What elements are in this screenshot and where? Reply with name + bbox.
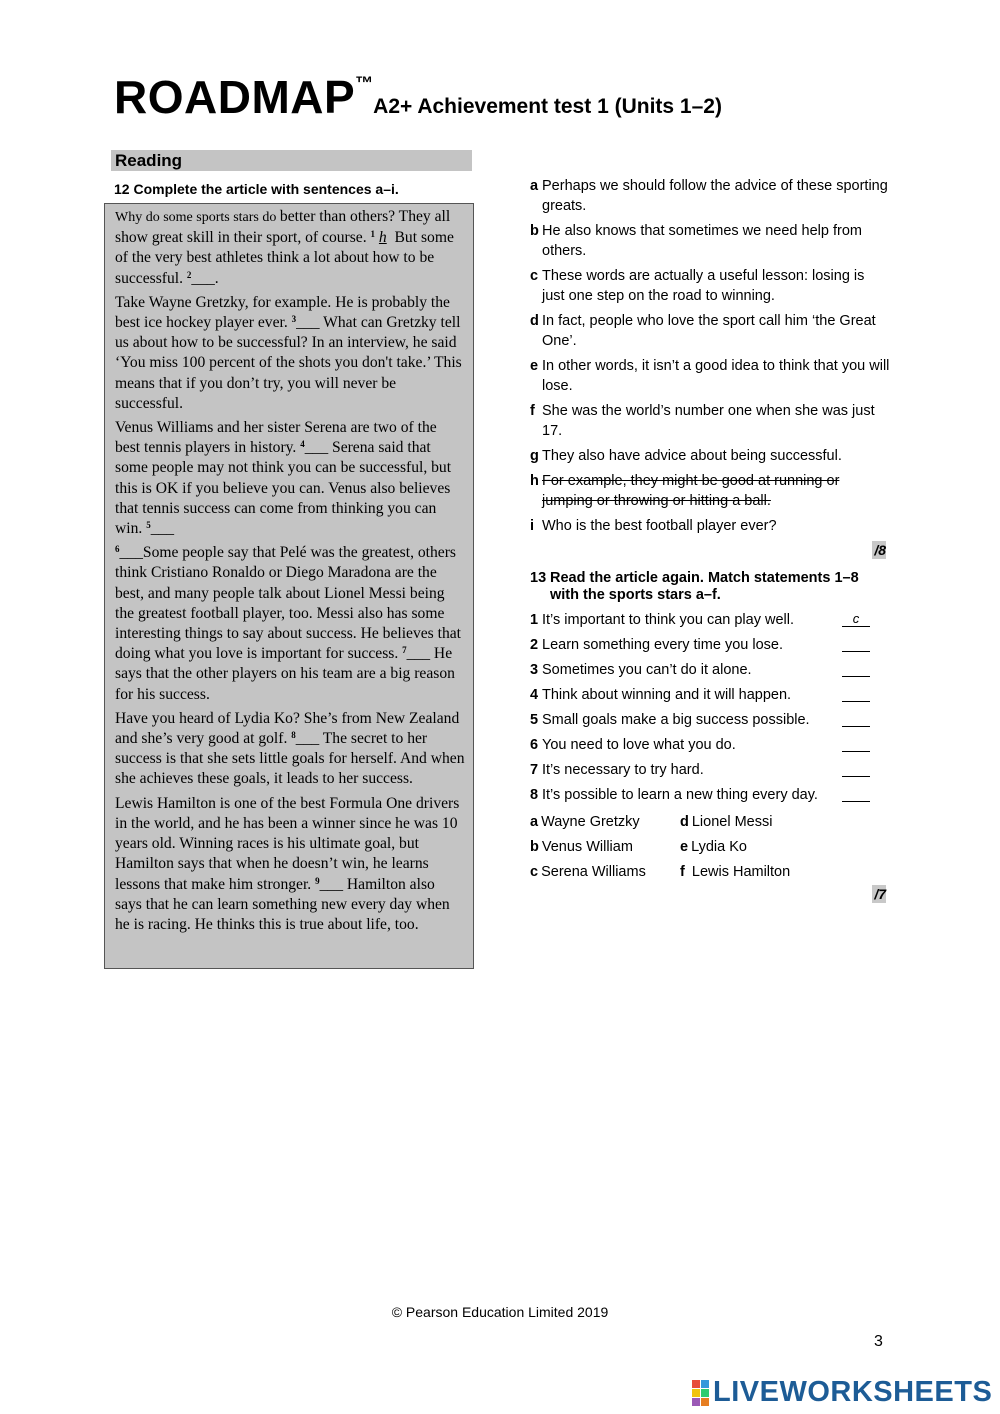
statement-row: 3 Sometimes you can’t do it alone. <box>530 661 870 686</box>
option-item: b He also knows that sometimes we need help from others. <box>530 223 862 259</box>
star-item: b Venus William <box>530 839 633 855</box>
task12-number: 12 <box>114 181 130 197</box>
gap-number: 4 <box>300 439 305 450</box>
option-item: d In fact, people who love the sport call him ‘the Great One’. <box>530 313 876 349</box>
brand-name: ROADMAP <box>114 71 356 123</box>
option-item: a Perhaps we should follow the advice of these sporting greats. <box>530 178 888 214</box>
reading-article <box>104 203 474 969</box>
liveworksheets-watermark <box>692 1376 992 1409</box>
gap-4-blank[interactable]: ___ <box>304 439 329 457</box>
answer-blank[interactable] <box>842 711 870 727</box>
statement-row: 1 It’s important to think you can play well. c <box>530 611 870 636</box>
statement-row: 6 You need to love what you do. <box>530 736 870 761</box>
star-item: d Lionel Messi <box>680 814 773 830</box>
option-item: e In other words, it isn’t a good idea to think that you will lose. <box>530 358 890 394</box>
section-header-reading <box>111 150 472 171</box>
statement-row: 2 Learn something every time you lose. <box>530 636 870 661</box>
gap-5-blank[interactable]: ___ <box>150 520 175 538</box>
star-item: e Lydia Ko <box>680 839 747 855</box>
gap-number: 6 <box>115 544 120 555</box>
task13-instruction-line1: Read the article again. Match statements 1–8 <box>550 570 859 586</box>
option-item: c These words are actually a useful lesson: losing is just one step on the road to winning. <box>530 268 865 304</box>
statement-row: 8 It’s possible to learn a new thing every day. <box>530 786 870 811</box>
star-item: a Wayne Gretzky <box>530 814 640 830</box>
gap-8-blank[interactable]: ___ <box>295 730 320 748</box>
star-item: f Lewis Hamilton <box>680 864 791 880</box>
gap-number: 7 <box>402 645 407 656</box>
gap-7-blank[interactable]: ___ <box>406 645 431 663</box>
gap-2-blank[interactable]: ___ <box>191 269 215 287</box>
answer-blank[interactable] <box>842 661 870 677</box>
task12-heading <box>114 181 399 197</box>
article-paragraph: Have you heard of Lydia Ko? She’s from New Zealand and she’s very good at golf. $^8$___ The secret to her success is that she sets little goals for herself. And when she achieves these goals, it leads to her success. <box>115 709 465 788</box>
answer-blank[interactable] <box>842 636 870 652</box>
task13-instruction-line2: with the sports stars a–f. <box>550 587 721 603</box>
statement-row: 7 It’s necessary to try hard. <box>530 761 870 786</box>
page-title <box>114 70 722 124</box>
article-paragraph: Lewis Hamilton is one of the best Formula One drivers in the world, and he has been a winner since he was 10 years old. Winning races is his ultimate goal, but Hamilton says that when he doesn’t win, he learns lessons that make him stronger. $^9$___ Hamilton also says that he can learn something new every day when he is racing. He thinks this is true about life, too. <box>115 794 460 933</box>
option-item: f She was the world’s number one when she was just 17. <box>530 403 875 439</box>
gap-3-blank[interactable]: ___ <box>296 314 320 332</box>
statement-row: 5 Small goals make a big success possible. <box>530 711 870 736</box>
gap-number: 9 <box>315 875 320 886</box>
answer-blank[interactable] <box>842 761 870 777</box>
article-paragraph: Take Wayne Gretzky, for example. He is probably the best ice hockey player ever. $^3$___ What can Gretzky tell us about how to be successful? In an interview, he said ‘You miss 100 percent of the shots you don't take.’ This means that if you don’t try, you will never be successful. <box>115 293 462 412</box>
answer-blank[interactable] <box>842 736 870 752</box>
option-item: g They also have advice about being successful. <box>530 448 842 464</box>
statement-row: 4 Think about winning and it will happen. <box>530 686 870 711</box>
article-paragraph: Venus Williams and her sister Serena are two of the best tennis players in history. $^4$___ Serena said that some people may not think you can be successful, but this is OK if you believe you can. Venus also believes that tennis success can come from thinking you can win. $^5$___ <box>115 419 452 538</box>
answer-blank[interactable] <box>842 686 870 702</box>
article-paragraph: Why do some sports stars do better than others? They all show great skill in their sport, of course. $^1$ h But some of the very best athletes think a lot about how to be successful. $^2$___. <box>115 208 454 287</box>
article-paragraph: $^6$___Some people say that Pelé was the greatest, others think Cristiano Ronaldo or Diego Maradona are the best, and many people talk about Lionel Messi being the greatest football player, too. Messi also has some interesting things to say about success. He believes that doing what you love is important for success. $^7$___ He says that the other players on his team are a big reason for his success. <box>115 544 462 703</box>
gap-number: 1 <box>370 229 376 240</box>
section-title: Reading <box>115 151 183 170</box>
answer-blank[interactable]: c <box>842 611 870 627</box>
task13-number: 13 <box>530 570 547 586</box>
test-subtitle: A2+ Achievement test 1 (Units 1–2) <box>373 95 722 118</box>
gap-9-blank[interactable]: ___ <box>319 875 343 893</box>
sentence-options-list <box>530 176 890 541</box>
option-item-example: h For example, they might be good at running or jumping or throwing or hitting a ball. <box>530 473 840 509</box>
statements-list <box>530 611 870 811</box>
liveworksheets-text: LIVEWORKSHEETS <box>713 1376 993 1408</box>
gap-number: 2 <box>186 269 192 280</box>
star-item: c Serena Williams <box>530 864 646 880</box>
sports-stars-list <box>530 813 830 888</box>
task13-heading <box>530 570 880 604</box>
answer-blank[interactable] <box>842 786 870 802</box>
option-item: i Who is the best football player ever? <box>530 518 777 534</box>
gap-number: 3 <box>291 314 297 325</box>
task12-instruction: Complete the article with sentences a–i. <box>133 181 399 197</box>
gap-1-answer[interactable]: h <box>378 229 387 247</box>
gap-6-blank[interactable]: ___ <box>119 544 143 562</box>
page-number: 3 <box>874 1333 883 1350</box>
trademark-symbol: ™ <box>355 73 374 93</box>
copyright-footer: © Pearson Education Limited 2019 <box>391 1304 609 1320</box>
gap-number: 5 <box>146 520 151 531</box>
liveworksheets-logo-icon <box>692 1380 709 1406</box>
task13-score-box: /7 <box>872 885 886 903</box>
gap-number: 8 <box>291 730 296 741</box>
task12-score-box: /8 <box>872 541 886 559</box>
